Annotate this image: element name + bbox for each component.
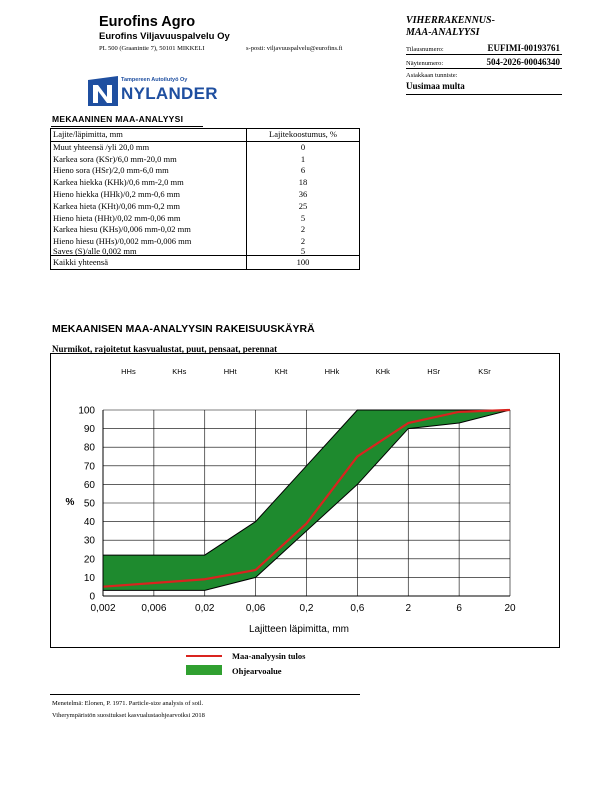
x-tick-label: 6 [456, 603, 462, 614]
y-tick-label: 30 [83, 535, 95, 547]
fraction-label: Karkea hiesu (KHs)/0,006 mm-0,02 mm [51, 224, 247, 236]
fraction-value: 6 [247, 165, 360, 177]
table-total-row [51, 255, 360, 269]
table-row [51, 224, 360, 236]
x-tick-label: 0,006 [141, 603, 167, 614]
column-header-fraction: Lajite/läpimitta, mm [51, 129, 247, 142]
fraction-value: 5 [247, 213, 360, 225]
y-tick-label: 60 [83, 479, 95, 491]
fraction-label: Muut yhteensä /yli 20,0 mm [51, 141, 247, 153]
client-id-label: Asiakkaan tunniste: [406, 72, 458, 79]
fraction-value: 1 [247, 154, 360, 166]
y-tick-label: 10 [83, 572, 95, 584]
x-tick-label: 0,6 [350, 603, 365, 614]
fraction-label: KHs [172, 367, 187, 376]
section-underline [51, 126, 203, 127]
table-row [51, 165, 360, 177]
y-tick-label: 0 [89, 591, 95, 603]
company-email: s-posti: viljavuuspalvelu@eurofins.fi [246, 45, 343, 52]
y-tick-label: 90 [83, 424, 95, 436]
client-id-value: Uusimaa multa [406, 81, 562, 95]
sample-number-label: Näytenumero: [406, 60, 444, 67]
table-row [51, 213, 360, 225]
x-tick-label: 0,06 [245, 603, 266, 614]
total-label: Kaikki yhteensä [51, 255, 247, 269]
table-row [51, 189, 360, 201]
report-title-line2: MAA-ANALYYSI [406, 27, 480, 38]
y-tick-label: 40 [83, 517, 95, 529]
table-row [51, 201, 360, 213]
y-tick-label: 100 [78, 405, 95, 417]
y-tick-label: 80 [83, 442, 95, 454]
legend-range-label: Ohjearvoalue [232, 666, 282, 676]
y-axis-label: % [65, 497, 75, 508]
order-number-value: EUFIMI-00193761 [487, 43, 560, 53]
x-tick-label: 20 [504, 603, 516, 614]
x-axis-label: Lajitteen läpimitta, mm [248, 624, 350, 635]
fraction-label: Karkea hieta (KHt)/0,06 mm-0,2 mm [51, 201, 247, 213]
grain-size-chart [50, 353, 560, 648]
fraction-value: 5 [247, 248, 360, 256]
sample-number-row [406, 56, 562, 69]
company-subsidiary: Eurofins Viljavuuspalvelu Oy [99, 31, 230, 42]
fraction-label: KHt [274, 367, 288, 376]
chart-subtitle: Nurmikot, rajoitetut kasvualustat, puut, pensaat, perennat [52, 344, 278, 354]
footer-divider [50, 694, 360, 695]
company-address: PL 500 (Graanintie 7), 50101 MIKKELI [99, 45, 205, 52]
fraction-label: KSr [478, 367, 491, 376]
y-tick-label: 70 [83, 461, 95, 473]
sample-number-value: 504-2026-00046340 [486, 57, 560, 67]
logo-brand-text: NYLANDER [121, 84, 218, 103]
table-header-row [51, 129, 360, 142]
table-row [51, 248, 360, 256]
y-tick-label: 20 [83, 554, 95, 566]
company-name: Eurofins Agro [99, 14, 196, 30]
mechanical-analysis-table [50, 128, 360, 270]
fraction-value: 18 [247, 177, 360, 189]
fraction-label: HHs [121, 367, 136, 376]
x-tick-label: 2 [405, 603, 412, 614]
table-row [51, 177, 360, 189]
y-tick-label: 50 [83, 498, 95, 510]
legend-result-label: Maa-analyysin tulos [232, 651, 306, 661]
table-row [51, 154, 360, 166]
fraction-value: 36 [247, 189, 360, 201]
fraction-value: 0 [247, 141, 360, 153]
fraction-value: 25 [247, 201, 360, 213]
footer-method: Menetelmä: Elonen, P. 1971. Particle-size analysis of soil. [52, 700, 204, 707]
nylander-logo-icon [88, 76, 118, 106]
legend-range-swatch [186, 665, 222, 675]
fraction-label: Hieno hiekka (HHk)/0,2 mm-0,6 mm [51, 189, 247, 201]
legend-result-swatch [186, 655, 222, 657]
fraction-label: Hieno hieta (HHt)/0,02 mm-0,06 mm [51, 213, 247, 225]
fraction-label: Saves (S)/alle 0,002 mm [51, 248, 247, 256]
fraction-value: 2 [247, 224, 360, 236]
fraction-labels [121, 367, 491, 376]
column-header-composition: Lajitekoostumus, % [247, 129, 360, 142]
mechanical-section-title: MEKAANINEN MAA-ANALYYSI [52, 114, 184, 124]
logo-small-text: Tampereen Autoilutyö Oy [121, 77, 188, 83]
fraction-label: KHk [375, 367, 390, 376]
table-row [51, 141, 360, 153]
footer-reference: Viherympäristön suositukset kasvualustaohjearvoiksi 2018 [52, 712, 205, 719]
report-title [406, 15, 562, 39]
fraction-label: HHt [223, 367, 237, 376]
fraction-label: Hieno hiesu (HHs)/0,002 mm-0,006 mm [51, 236, 247, 248]
fraction-label: Karkea sora (KSr)/6,0 mm-20,0 mm [51, 154, 247, 166]
fraction-value: 2 [247, 236, 360, 248]
x-tick-label: 0,02 [195, 603, 215, 614]
order-number-row [406, 42, 562, 55]
total-value: 100 [247, 255, 360, 269]
fraction-label: HSr [427, 367, 441, 376]
fraction-label: Hieno sora (HSr)/2,0 mm-6,0 mm [51, 165, 247, 177]
chart-title: MEKAANISEN MAA-ANALYYSIN RAKEISUUSKÄYRÄ [52, 323, 315, 335]
report-title-line1: VIHERRAKENNUS- [406, 15, 495, 26]
x-tick-label: 0,2 [299, 603, 314, 614]
order-number-label: Tilausnumero: [406, 46, 444, 53]
fraction-label: HHk [324, 367, 340, 376]
x-tick-label: 0,002 [90, 603, 116, 614]
fraction-label: Karkea hiekka (KHk)/0,6 mm-2,0 mm [51, 177, 247, 189]
